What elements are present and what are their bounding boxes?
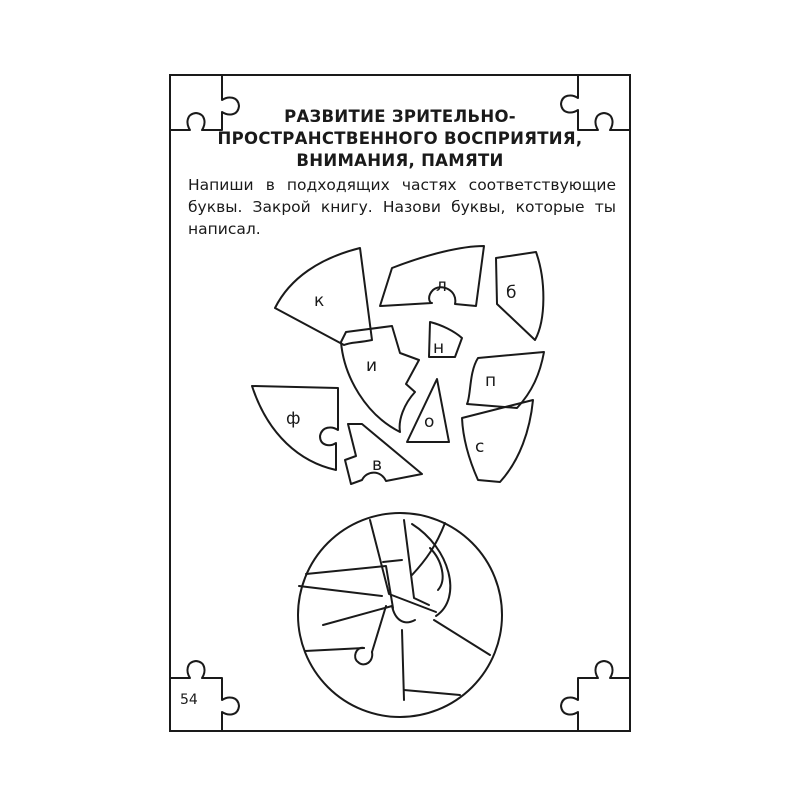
corner-puzzle-top-left bbox=[171, 76, 239, 130]
piece-b bbox=[496, 252, 543, 340]
piece-letter-b: б bbox=[506, 283, 517, 303]
piece-letter-f: ф bbox=[286, 409, 301, 429]
piece-o bbox=[407, 379, 449, 442]
piece-letter-i: и bbox=[366, 356, 378, 376]
title-line-2: ПРОСТРАНСТВЕННОГО ВОСПРИЯТИЯ, bbox=[217, 129, 583, 148]
piece-letter-n: н bbox=[433, 338, 445, 358]
piece-letter-p: п bbox=[485, 371, 497, 391]
piece-letter-s: с bbox=[475, 437, 485, 457]
instruction-text: Напиши в подходящих частях соответствующие буквы. Закрой книгу. Назови буквы, которые ты написал. bbox=[188, 176, 616, 238]
piece-letter-o: о bbox=[424, 412, 435, 432]
corner-puzzle-bottom-right bbox=[561, 661, 629, 730]
title-line-3: ВНИМАНИЯ, ПАМЯТИ bbox=[296, 151, 504, 170]
piece-letter-k: к bbox=[314, 291, 325, 311]
title-line-1: РАЗВИТИЕ ЗРИТЕЛЬНО- bbox=[284, 107, 516, 126]
piece-letter-v: в bbox=[372, 455, 383, 475]
corner-puzzle-top-right bbox=[561, 76, 629, 130]
piece-letter-l: л bbox=[436, 276, 447, 296]
piece-l bbox=[380, 246, 484, 306]
page-number: 54 bbox=[180, 692, 198, 708]
piece-s bbox=[462, 400, 533, 482]
assembled-circle bbox=[298, 513, 502, 717]
